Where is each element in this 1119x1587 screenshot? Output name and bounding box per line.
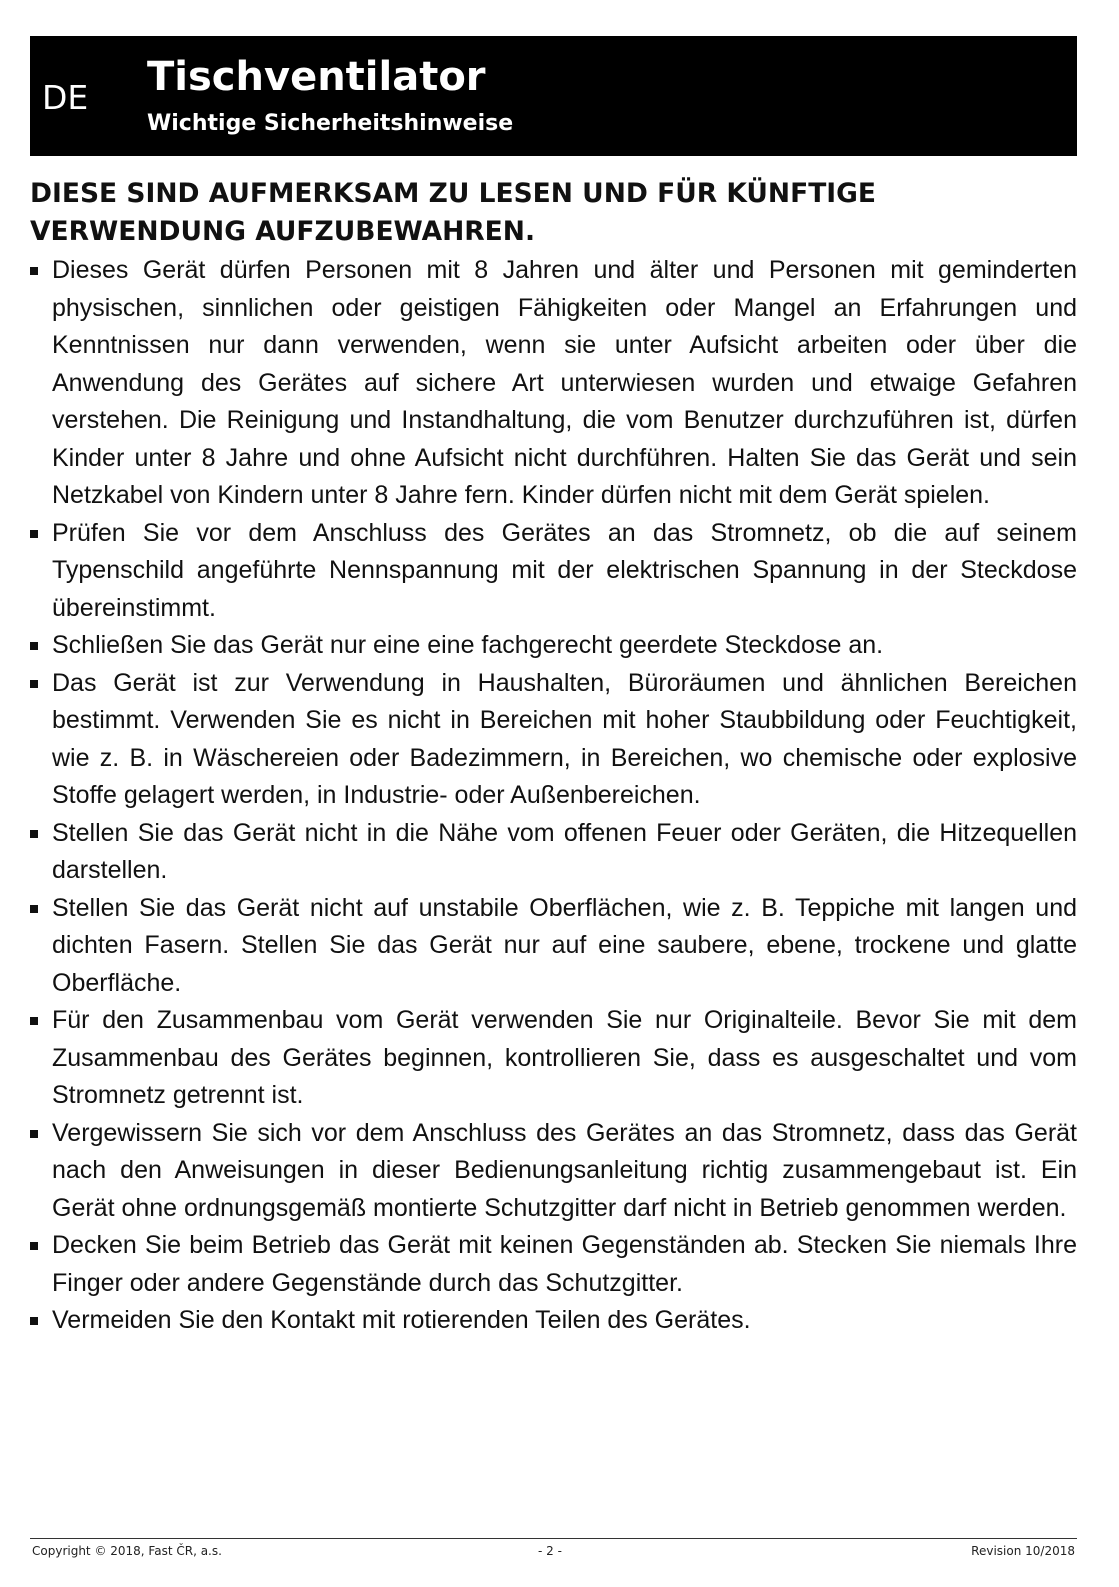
- footer-revision: Revision 10/2018: [971, 1544, 1075, 1558]
- list-item: [30, 1002, 1077, 1115]
- list-item: [30, 665, 1077, 815]
- bullet-icon: [30, 530, 38, 538]
- list-item-text: Das Gerät ist zur Verwendung in Haushalten, Büroräumen und ähnlichen Bereichen bestimmt. Verwenden Sie es nicht in Bereichen mit hoher Staubbildung oder Feuchtigkeit, wie z. B. in Wäschereien oder Badezimmern, in Bereichen, wo chemische oder explosive Stoffe gelagert werden, in Industrie- oder Außenbereichen.: [52, 668, 1077, 809]
- footer-copyright: Copyright © 2018, Fast ČR, a.s.: [32, 1544, 222, 1558]
- intro-heading: DIESE SIND AUFMERKSAM ZU LESEN UND FÜR KÜNFTIGE VERWENDUNG AUFZUBEWAHREN.: [30, 178, 877, 247]
- list-item: [30, 890, 1077, 1003]
- list-item-text: Prüfen Sie vor dem Anschluss des Gerätes an das Stromnetz, ob die auf seinem Typenschild angeführte Nennspannung mit der elektrischen Spannung in der Steckdose übereinstimmt.: [52, 518, 1077, 622]
- language-code: DE: [42, 78, 89, 117]
- list-item: [30, 515, 1077, 628]
- document-subtitle: Wichtige Sicherheitshinweise: [147, 111, 514, 136]
- list-item-text: Vermeiden Sie den Kontakt mit rotierenden Teilen des Gerätes.: [52, 1306, 751, 1334]
- bullet-icon: [30, 1242, 38, 1250]
- bullet-icon: [30, 680, 38, 688]
- list-item-text: Stellen Sie das Gerät nicht in die Nähe vom offenen Feuer oder Geräten, die Hitzequellen darstellen.: [52, 818, 1077, 884]
- list-item-text: Für den Zusammenbau vom Gerät verwenden Sie nur Originalteile. Bevor Sie mit dem Zusammenbau des Gerätes beginnen, kontrollieren Sie, dass es ausgeschaltet und vom Stromnetz getrennt ist.: [52, 1006, 1077, 1109]
- bullet-icon: [30, 267, 38, 275]
- document-title: Tischventilator: [147, 54, 486, 100]
- list-item-text: Schließen Sie das Gerät nur eine eine fachgerecht geerdete Steckdose an.: [52, 631, 884, 659]
- footer-divider: [30, 1538, 1077, 1539]
- bullet-icon: [30, 1130, 38, 1138]
- bullet-icon: [30, 905, 38, 913]
- safety-instructions-list: [30, 252, 1077, 1340]
- page-number: - 2 -: [538, 1544, 562, 1558]
- list-item-text: Vergewissern Sie sich vor dem Anschluss des Gerätes an das Stromnetz, dass das Gerät nach den Anweisungen in dieser Bedienungsanleitung richtig zusammengebaut ist. Ein Gerät ohne ordnungsgemäß montierte Schutzgitter darf nicht in Betrieb genommen werden.: [52, 1118, 1077, 1222]
- bullet-icon: [30, 830, 38, 838]
- list-item-text: Stellen Sie das Gerät nicht auf unstabile Oberflächen, wie z. B. Teppiche mit langen und dichten Fasern. Stellen Sie das Gerät nur auf eine saubere, ebene, trockene und glatte Oberfläche.: [52, 893, 1077, 997]
- list-item: [30, 1302, 1077, 1340]
- bullet-icon: [30, 1017, 38, 1025]
- bullet-icon: [30, 642, 38, 650]
- list-item: [30, 627, 1077, 665]
- list-item: [30, 252, 1077, 515]
- list-item: [30, 1115, 1077, 1228]
- list-item: [30, 1227, 1077, 1302]
- list-item: [30, 815, 1077, 890]
- header-banner: [30, 36, 1077, 156]
- list-item-text: Decken Sie beim Betrieb das Gerät mit keinen Gegenständen ab. Stecken Sie niemals Ihre Finger oder andere Gegenstände durch das Schutzgitter.: [52, 1231, 1077, 1297]
- bullet-icon: [30, 1317, 38, 1325]
- list-item-text: Dieses Gerät dürfen Personen mit 8 Jahren und älter und Personen mit geminderten physischen, sinnlichen oder geistigen Fähigkeiten oder Mangel an Erfahrungen und Kenntnissen nur dann verwenden, wenn sie unter Aufsicht arbeiten oder über die Anwendung des Gerätes auf sichere Art unterwiesen wurden und etwaige Gefahren verstehen. Die Reinigung und Instandhaltung, die vom Benutzer durchzuführen ist, dürfen Kinder unter 8 Jahre und ohne Aufsicht nicht durchführen. Halten Sie das Gerät und sein Netzkabel von Kindern unter 8 Jahre fern. Kinder dürfen nicht mit dem Gerät spielen.: [52, 256, 1077, 509]
